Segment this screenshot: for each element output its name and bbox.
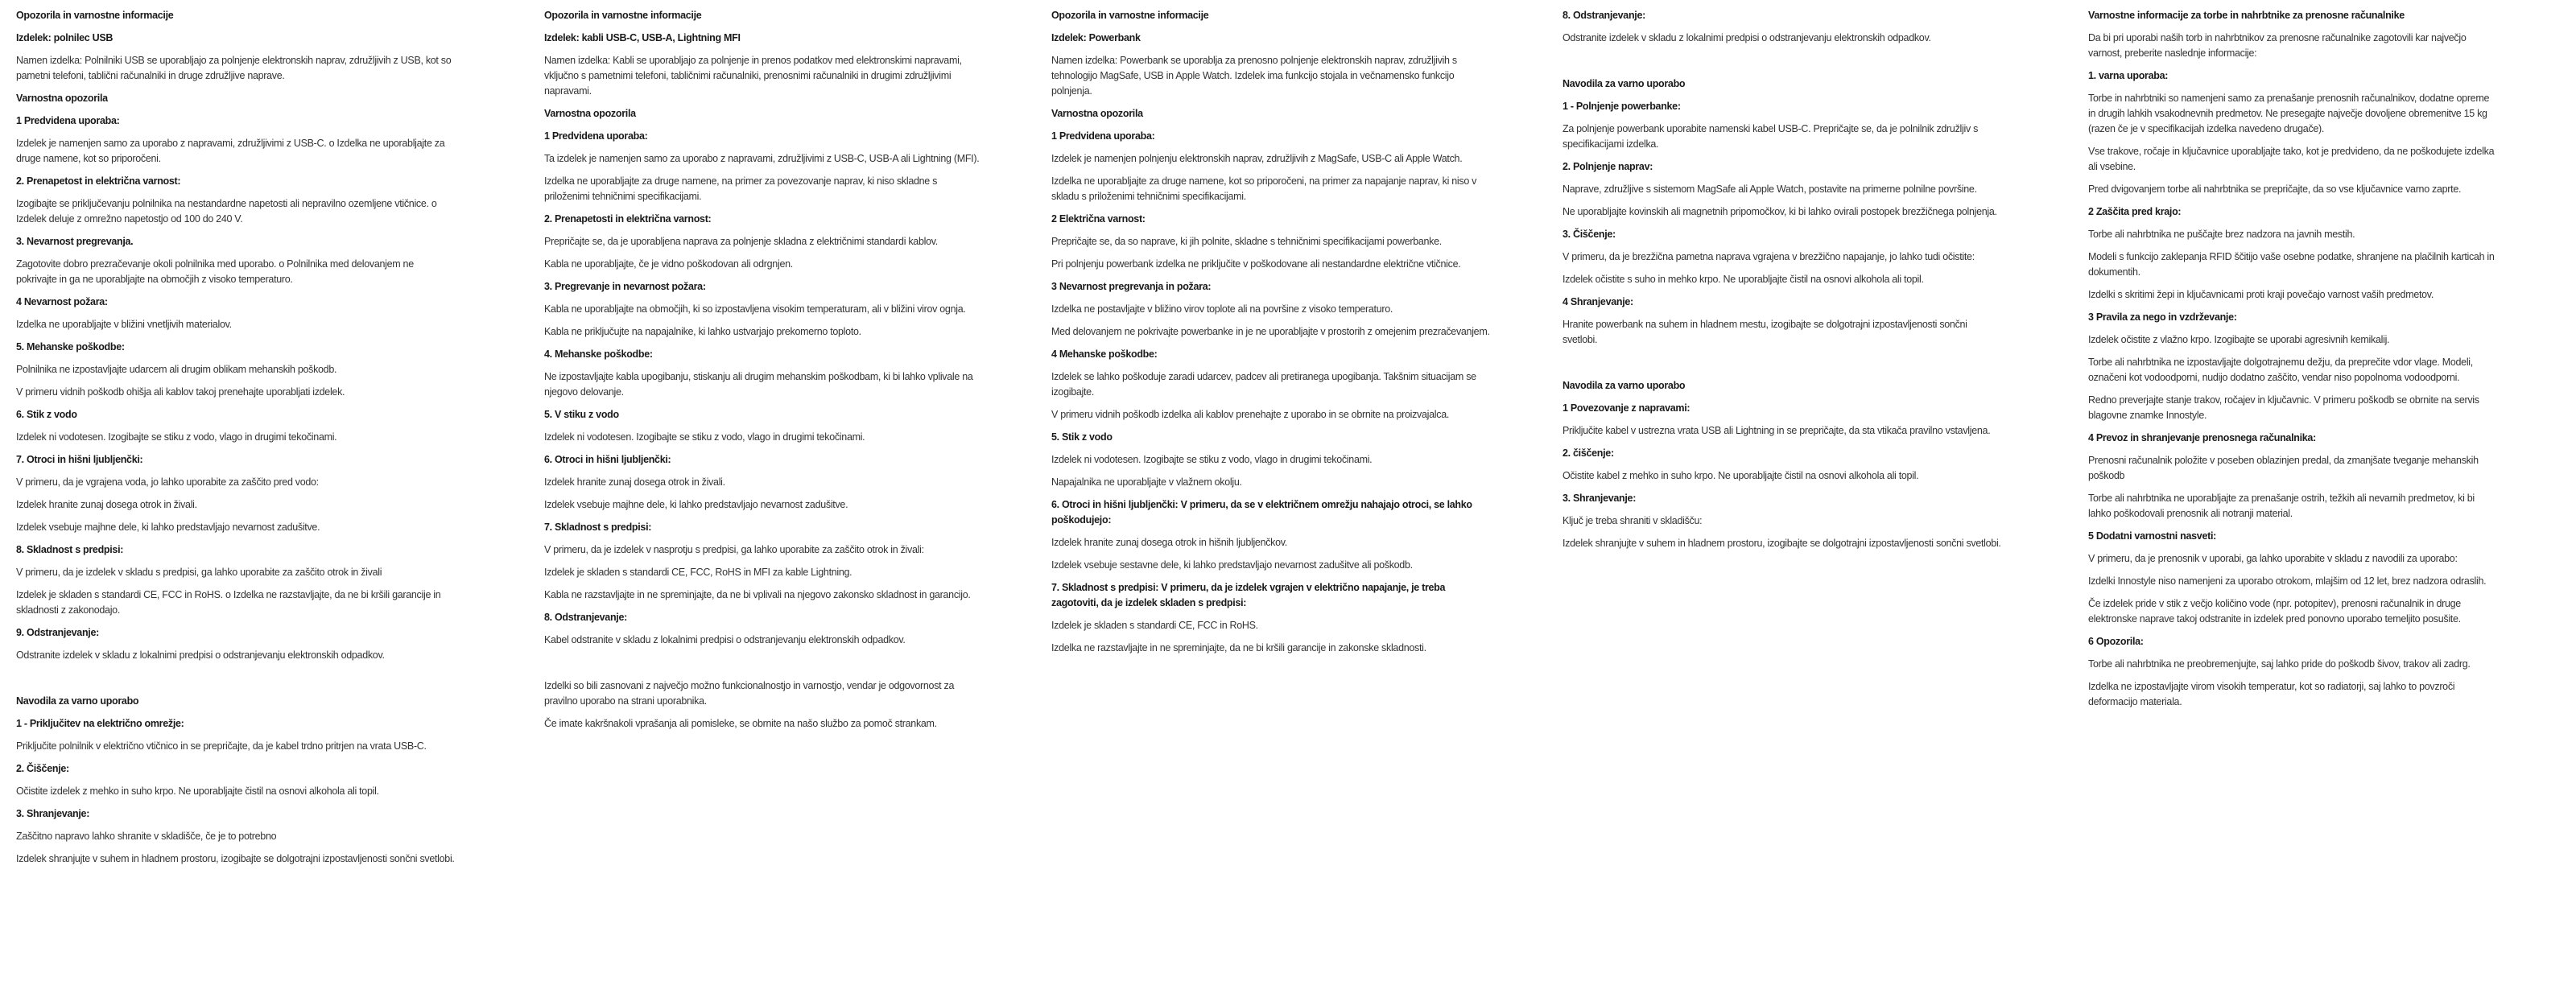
section-heading: 3 Nevarnost pregrevanja in požara: [1051,281,1212,292]
paragraph: Izdelek hranite zunaj dosega otrok in hišnih ljubljenčkov. [1051,537,1287,548]
paragraph: Za polnjenje powerbank uporabite namenski kabel USB-C. Prepričajte se, da je polnilnik združljiv s specifikacijami izdelka. [1563,123,1979,150]
paragraph: Očistite izdelek z mehko in suho krpo. Ne uporabljajte čistil na osnovi alkohola ali topil. [16,785,379,797]
column-powerbank-instructions [1563,8,2001,551]
paragraph: Torbe in nahrbtniki so namenjeni samo za prenašanje prenosnih računalnikov, dodatne opreme in drugih lahkih vsakodnevnih predmetov. Ne presegajte največje dovoljene obremenitve 15 kg (razen če je v specifikacijah izdelka navedeno drugače). [2088,93,2490,134]
paragraph: Izdelek ni vodotesen. Izogibajte se stiku z vodo, vlago in drugimi tekočinami. [544,431,865,443]
paragraph: Izogibajte se priključevanju polnilnika na nestandardne napetosti ali nepravilno ozemljene vtičnice. o Izdelek deluje z omrežno napetostjo od 100 do 240 V. [16,198,437,225]
paragraph: Torbe ali nahrbtnika ne preobremenjujte, saj lahko pride do poškodb šivov, trakov ali zadrg. [2088,658,2471,670]
section-heading: 1 - Priključitev na električno omrežje: [16,718,184,729]
paragraph: Očistite kabel z mehko in suho krpo. Ne uporabljajte čistil na osnovi alkohola ali topil. [1563,470,1919,481]
section-heading: Varnostna opozorila [16,93,108,104]
section-heading: Navodila za varno uporabo [1563,78,1686,89]
paragraph: Naprave, združljive s sistemom MagSafe ali Apple Watch, postavite na primerne polnilne površine. [1563,183,1977,195]
paragraph: Izdelek je namenjen samo za uporabo z napravami, združljivimi z USB-C. o Izdelka ne uporabljajte za druge namene, kot so priporočeni. [16,138,445,164]
paragraph: V primeru vidnih poškodb ohišja ali kablov takoj prenehajte uporabljati izdelek. [16,386,345,398]
section-heading: 6. Stik z vodo [16,409,77,420]
section-heading: 7. Skladnost s predpisi: V primeru, da je izdelek vgrajen v električno napajanje, je treba zagotoviti, da je izdelek skladen s predpisi: [1051,582,1446,608]
section-heading: 6. Otroci in hišni ljubljenčki: V primeru, da se v električnem omrežju nahajajo otroci, se lahko poškodujejo: [1051,499,1472,526]
paragraph: Izdelka ne uporabljajte za druge namene, kot so priporočeni, na primer za napajanje naprav, ki niso v skladu s priloženimi tehničnimi specifikacijami. [1051,175,1477,202]
paragraph: Izdelka ne izpostavljajte virom visokih temperatur, kot so radiatorji, saj lahko to povzroči deformacijo materiala. [2088,681,2455,707]
section-heading: 8. Odstranjevanje: [544,612,627,623]
paragraph: Kabel odstranite v skladu z lokalnimi predpisi o odstranjevanju elektronskih odpadkov. [544,634,906,645]
section-heading: 3. Shranjevanje: [16,808,90,819]
section-heading: 4 Nevarnost požara: [16,296,108,307]
section-heading: 8. Skladnost s predpisi: [16,544,124,555]
paragraph: Izdelek shranjujte v suhem in hladnem prostoru, izogibajte se dolgotrajni izpostavljenosti sončni svetlobi. [1563,538,2001,549]
paragraph: Kabla ne priključujte na napajalnike, ki lahko ustvarjajo prekomerno toploto. [544,326,861,337]
section-heading: Izdelek: kabli USB-C, USB-A, Lightning MFI [544,32,741,43]
paragraph: Izdelek ni vodotesen. Izogibajte se stiku z vodo, vlago in drugimi tekočinami. [1051,454,1373,465]
paragraph: Torbe ali nahrbtnika ne puščajte brez nadzora na javnih mestih. [2088,229,2355,240]
paragraph: Izdelek shranjujte v suhem in hladnem prostoru, izogibajte se dolgotrajni izpostavljenosti sončni svetlobi. [16,853,455,864]
paragraph: Med delovanjem ne pokrivajte powerbanke in je ne uporabljajte v prostorih z omejenim prezračevanjem. [1051,326,1490,337]
section-heading: 8. Odstranjevanje: [1563,10,1645,21]
section-heading: 3. Čiščenje: [1563,229,1616,240]
paragraph: V primeru, da je izdelek v nasprotju s predpisi, ga lahko uporabite za zaščito otrok in živali: [544,544,924,555]
section-heading: 1. varna uporaba: [2088,70,2169,81]
paragraph: V primeru, da je izdelek v skladu s predpisi, ga lahko uporabite za zaščito otrok in živali [16,567,382,578]
paragraph: Izdelek vsebuje majhne dele, ki lahko predstavljajo nevarnost zadušitve. [544,499,848,510]
section-heading: 1 Predvidena uporaba: [1051,130,1155,142]
section-heading: Varnostne informacije za torbe in nahrbtnike za prenosne računalnike [2088,10,2405,21]
paragraph: Izdelki so bili zasnovani z največjo možno funkcionalnostjo in varnostjo, vendar je odgovornost za pravilno uporabo na strani uporabnika. [544,680,955,707]
paragraph: Kabla ne razstavljajte in ne spreminjajte, da ne bi vplivali na njegovo zakonsko skladnost in garancijo. [544,589,971,600]
section-heading: 1 Predvidena uporaba: [16,115,120,126]
paragraph: Izdelek hranite zunaj dosega otrok in živali. [16,499,197,510]
section-heading: 1 Predvidena uporaba: [544,130,648,142]
paragraph: Izdelka ne uporabljajte za druge namene, na primer za povezovanje naprav, ki niso skladne s priloženimi tehničnimi specifikacijami. [544,175,938,202]
section-heading: 7. Otroci in hišni ljubljenčki: [16,454,143,465]
section-heading: Navodila za varno uporabo [16,695,139,707]
paragraph: Namen izdelka: Powerbank se uporablja za prenosno polnjenje elektronskih naprav, združljivih s tehnologijo MagSafe, USB in Apple Watch. Izdelek ima funkcijo stojala in večnamensko funkcijo polnjenja. [1051,55,1457,97]
section-heading: Opozorila in varnostne informacije [16,10,174,21]
section-heading: 4 Mehanske poškodbe: [1051,348,1158,360]
paragraph: Če izdelek pride v stik z večjo količino vode (npr. potopitev), prenosni računalnik in druge elektronske naprave takoj odstranite in izdelek pred ponovno uporabo temeljito posušite. [2088,598,2461,625]
paragraph: Hranite powerbank na suhem in hladnem mestu, izogibajte se dolgotrajni izpostavljenosti sončni svetlobi. [1563,319,1967,345]
paragraph: Vse trakove, ročaje in ključavnice uporabljajte tako, kot je predvideno, da ne poškodujete izdelka ali vsebine. [2088,146,2495,172]
section-heading: 2 Zaščita pred krajo: [2088,206,2182,217]
section-heading: 5. V stiku z vodo [544,409,619,420]
section-heading: 2 Električna varnost: [1051,213,1146,225]
section-heading: 3 Pravila za nego in vzdrževanje: [2088,311,2237,323]
paragraph: Prenosni računalnik položite v poseben oblazinjen predal, da zmanjšate tveganje mehanskih poškodb [2088,455,2479,481]
section-heading: 2. Polnjenje naprav: [1563,161,1653,172]
paragraph: V primeru, da je brezžična pametna naprava vgrajena v brezžično napajanje, jo lahko tudi očistite: [1563,251,1975,262]
paragraph: Pri polnjenju powerbank izdelka ne priključite v poškodovane ali nestandardne električne vtičnice. [1051,258,1461,270]
section-heading: 2. Prenapetost in električna varnost: [16,175,181,187]
paragraph: Prepričajte se, da so naprave, ki jih polnite, skladne s tehničnimi specifikacijami powerbanke. [1051,236,1442,247]
paragraph: Torbe ali nahrbtnika ne izpostavljajte dolgotrajnemu dežju, da preprečite vdor vlage. Modeli, označeni kot vodoodporni, nudijo dodatno zaščito, vendar niso popolnoma vodoodporni. [2088,357,2473,383]
paragraph: Modeli s funkcijo zaklepanja RFID ščitijo vaše osebne podatke, shranjene na plačilnih karticah in dokumentih. [2088,251,2495,278]
paragraph: Pred dvigovanjem torbe ali nahrbtnika se prepričajte, da so vse ključavnice varno zaprte. [2088,183,2462,195]
paragraph: Polnilnika ne izpostavljajte udarcem ali drugim oblikam mehanskih poškodb. [16,364,337,375]
paragraph: Če imate kakršnakoli vprašanja ali pomisleke, se obrnite na našo službo za pomoč strankam. [544,718,937,729]
section-heading: 2. Čiščenje: [16,763,69,774]
section-heading: 5. Stik z vodo [1051,431,1113,443]
section-heading: 4 Prevoz in shranjevanje prenosnega računalnika: [2088,432,2316,443]
section-heading: Izdelek: polnilec USB [16,32,114,43]
section-heading: 1 - Polnjenje powerbanke: [1563,101,1681,112]
paragraph: Odstranite izdelek v skladu z lokalnimi predpisi o odstranjevanju elektronskih odpadkov. [1563,32,1931,43]
section-heading: 4 Shranjevanje: [1563,296,1633,307]
paragraph: Izdelki Innostyle niso namenjeni za uporabo otrokom, mlajšim od 12 let, brez nadzora odraslih. [2088,575,2487,587]
paragraph: Namen izdelka: Kabli se uporabljajo za polnjenje in prenos podatkov med elektronskimi napravami, vključno s pametnimi telefoni, tabličnimi računalniki, prenosnimi računalniki in drugimi združljivimi napravami. [544,55,962,97]
section-heading: 5 Dodatni varnostni nasveti: [2088,530,2216,542]
paragraph: Namen izdelka: Polnilniki USB se uporabljajo za polnjenje elektronskih naprav, združljivih z USB, kot so pametni telefoni, tablični računalniki in druge združljive naprave. [16,55,452,81]
paragraph: Torbe ali nahrbtnika ne uporabljajte za prenašanje ostrih, težkih ali nevarnih predmetov, ki bi lahko poškodovali prenosnik ali notranji material. [2088,493,2475,519]
section-heading: 4. Mehanske poškodbe: [544,348,653,360]
paragraph: Izdelka ne postavljajte v bližino virov toplote ali na površine z visoko temperaturo. [1051,303,1393,315]
paragraph: Izdelek hranite zunaj dosega otrok in živali. [544,476,725,488]
paragraph: Izdelek je skladen s standardi CE, FCC in RoHS. [1051,620,1258,631]
paragraph: Ta izdelek je namenjen samo za uporabo z napravami, združljivimi z USB-C, USB-A ali Lightning (MFI). [544,153,980,164]
paragraph: Izdelek ni vodotesen. Izogibajte se stiku z vodo, vlago in drugimi tekočinami. [16,431,337,443]
paragraph: Izdelek očistite s suho in mehko krpo. Ne uporabljajte čistil na osnovi alkohola ali topil. [1563,274,1924,285]
section-heading: 3. Pregrevanje in nevarnost požara: [544,281,706,292]
section-heading: 9. Odstranjevanje: [16,627,99,638]
section-heading: 6 Opozorila: [2088,636,2144,647]
paragraph: Prepričajte se, da je uporabljena naprava za polnjenje skladna z električnimi standardi kablov. [544,236,938,247]
paragraph: Napajalnika ne uporabljajte v vlažnem okolju. [1051,476,1242,488]
section-heading: Varnostna opozorila [1051,108,1143,119]
paragraph: Odstranite izdelek v skladu z lokalnimi predpisi o odstranjevanju elektronskih odpadkov. [16,649,385,661]
paragraph: Da bi pri uporabi naših torb in nahrbtnikov za prenosne računalnike zagotovili kar največjo varnost, preberite naslednje informacije: [2088,32,2467,59]
section-heading: Varnostna opozorila [544,108,636,119]
paragraph: Izdelek se lahko poškoduje zaradi udarcev, padcev ali pretiranega upogibanja. Takšnim situacijam se izogibajte. [1051,371,1476,398]
section-heading: 3. Nevarnost pregrevanja. [16,236,134,247]
column-usb-charger [16,8,455,867]
paragraph: V primeru vidnih poškodb izdelka ali kablov prenehajte z uporabo in se obrnite na proizvajalca. [1051,409,1450,420]
section-heading: 2. Prenapetosti in električna varnost: [544,213,712,225]
paragraph: Ne izpostavljajte kabla upogibanju, stiskanju ali drugim mehanskim poškodbam, ki bi lahko vplivale na njegovo delovanje. [544,371,973,398]
section-heading: 7. Skladnost s predpisi: [544,522,652,533]
section-heading: Opozorila in varnostne informacije [1051,10,1209,21]
paragraph: Izdelki s skritimi žepi in ključavnicami proti kraji povečajo varnost vaših predmetov. [2088,289,2434,300]
paragraph: Izdelek je skladen s standardi CE, FCC, RoHS in MFI za kable Lightning. [544,567,852,578]
paragraph: Izdelek je skladen s standardi CE, FCC in RoHS. o Izdelka ne razstavljajte, da ne bi kršili garancije in skladnosti z zakonodajo. [16,589,441,616]
section-heading: 2. čiščenje: [1563,447,1614,459]
paragraph: Izdelka ne razstavljajte in ne spreminjajte, da ne bi kršili garancije in zakonske skladnosti. [1051,642,1426,653]
section-heading: 6. Otroci in hišni ljubljenčki: [544,454,671,465]
section-heading: Izdelek: Powerbank [1051,32,1141,43]
paragraph: V primeru, da je vgrajena voda, jo lahko uporabite za zaščito pred vodo: [16,476,319,488]
column-laptop-bags [2088,8,2495,710]
paragraph: Priključite kabel v ustrezna vrata USB ali Lightning in se prepričajte, da sta vtikača pravilno vstavljena. [1563,425,1991,436]
paragraph: Izdelek vsebuje sestavne dele, ki lahko predstavljajo nevarnost zadušitve ali poškodb. [1051,559,1413,571]
paragraph: Zagotovite dobro prezračevanje okoli polnilnika med uporabo. o Polnilnika med delovanjem ne pokrivajte in ga ne uporabljajte na območjih z visoko temperaturo. [16,258,414,285]
paragraph: V primeru, da je prenosnik v uporabi, ga lahko uporabite v skladu z navodili za uporabo: [2088,553,2458,564]
section-heading: Opozorila in varnostne informacije [544,10,702,21]
section-heading: 1 Povezovanje z napravami: [1563,402,1690,414]
paragraph: Izdelek je namenjen polnjenju elektronskih naprav, združljivih z MagSafe, USB-C ali Apple Watch. [1051,153,1463,164]
paragraph: Izdelka ne uporabljajte v bližini vnetljivih materialov. [16,319,232,330]
paragraph: Kabla ne uporabljajte na območjih, ki so izpostavljena visokim temperaturam, ali v bližini virov ognja. [544,303,966,315]
column-usb-cables [544,8,983,732]
column-powerbank [1051,8,1490,656]
paragraph: Kabla ne uporabljajte, če je vidno poškodovan ali odrgnjen. [544,258,793,270]
paragraph: Ključ je treba shraniti v skladišču: [1563,515,1703,526]
section-heading: 5. Mehanske poškodbe: [16,341,125,353]
paragraph: Izdelek očistite z vlažno krpo. Izogibajte se uporabi agresivnih kemikalij. [2088,334,2390,345]
paragraph: Redno preverjajte stanje trakov, ročajev in ključavnic. V primeru poškodb se obrnite na servis blagovne znamke Innostyle. [2088,394,2479,421]
paragraph: Priključite polnilnik v električno vtičnico in se prepričajte, da je kabel trdno pritrjen na vrata USB-C. [16,740,427,752]
section-heading: 3. Shranjevanje: [1563,493,1637,504]
paragraph: Ne uporabljajte kovinskih ali magnetnih pripomočkov, ki bi lahko ovirali postopek brezžičnega polnjenja. [1563,206,1997,217]
paragraph: Zaščitno napravo lahko shranite v skladišče, če je to potrebno [16,831,277,842]
paragraph: Izdelek vsebuje majhne dele, ki lahko predstavljajo nevarnost zadušitve. [16,522,320,533]
section-heading: Navodila za varno uporabo [1563,380,1686,391]
